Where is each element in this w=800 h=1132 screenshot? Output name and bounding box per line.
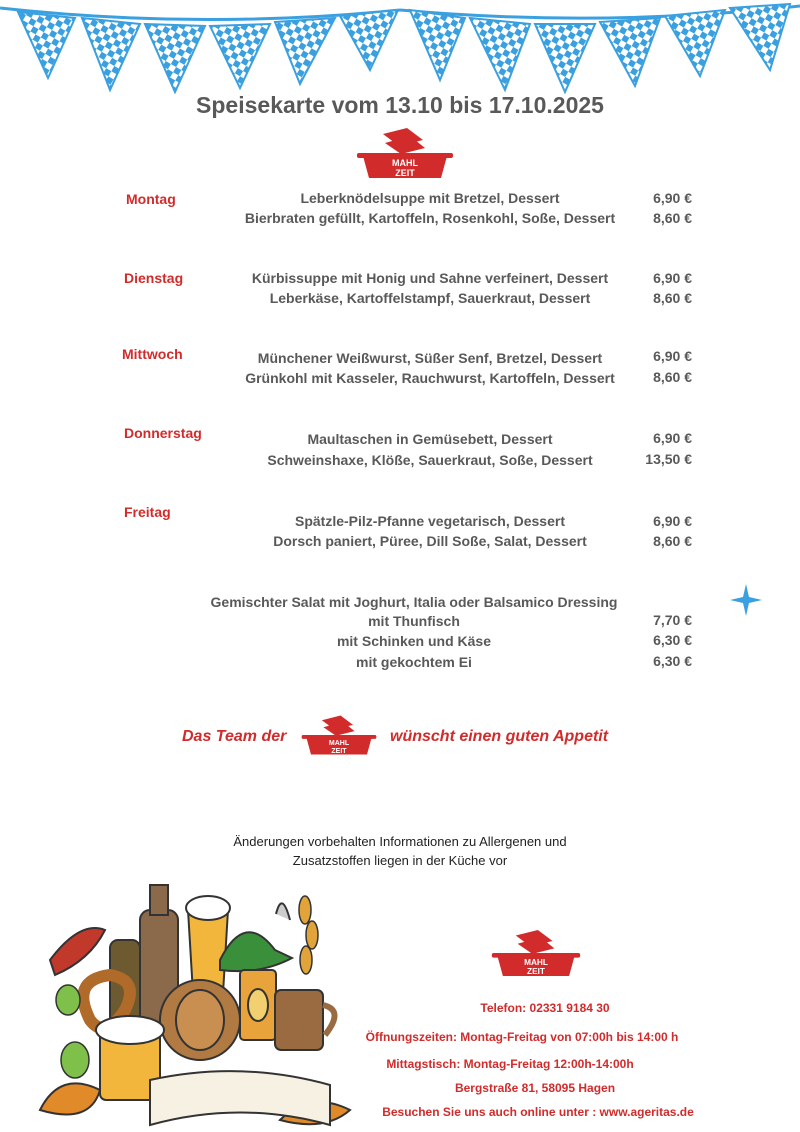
salad-price: 6,30 € — [653, 653, 692, 669]
flag — [665, 10, 725, 76]
salad-price: 7,70 € — [653, 612, 692, 628]
dish-text: Kürbissuppe mit Honig und Sahne verfeinert, Dessert — [251, 270, 609, 286]
svg-text:ZEIT: ZEIT — [395, 168, 415, 178]
salad-option: mit Thunfisch — [368, 613, 460, 629]
day-label-mittwoch: Mittwoch — [122, 346, 183, 362]
dish-text: Schweinshaxe, Klöße, Sauerkraut, Soße, Dessert — [267, 452, 593, 468]
dish-text: Dorsch paniert, Püree, Dill Soße, Salat, Dessert — [273, 533, 587, 549]
flag — [470, 18, 530, 90]
flag — [340, 10, 398, 70]
day-label-donnerstag: Donnerstag — [124, 425, 202, 441]
svg-text:MAHL: MAHL — [392, 158, 418, 168]
dish-price: 8,60 € — [653, 533, 692, 549]
dish-price: 8,60 € — [653, 210, 692, 226]
bunting-decoration — [0, 0, 800, 100]
mahlzeit-logo-small — [300, 714, 378, 756]
contact-address: Bergstraße 81, 58095 Hagen — [454, 1081, 616, 1095]
salad-option: mit gekochtem Ei — [356, 654, 472, 670]
contact-hours: Öffnungszeiten: Montag-Freitag von 07:00h bis 14:00 h — [365, 1030, 679, 1044]
svg-text:ZEIT: ZEIT — [331, 747, 347, 755]
dish-price: 6,90 € — [653, 430, 692, 446]
contact-lunch: Mittagstisch: Montag-Freitag 12:00h-14:00h — [386, 1057, 634, 1071]
dish-text: Maultaschen in Gemüsebett, Dessert — [307, 431, 553, 447]
appetit-text-after: wünscht einen guten Appetit — [390, 728, 609, 745]
contact-phone: Telefon: 02331 9184 30 — [480, 1001, 610, 1015]
flag — [600, 18, 660, 86]
salad-option: mit Schinken und Käse — [336, 633, 492, 649]
day-label-freitag: Freitag — [124, 504, 171, 520]
page-title: Speisekarte vom 13.10 bis 17.10.2025 — [196, 92, 604, 118]
contact-web: Besuchen Sie uns auch online unter : www.ageritas.de — [382, 1105, 694, 1119]
day-label-dienstag: Dienstag — [124, 270, 184, 286]
sparkle-icon — [730, 584, 762, 616]
allergen-note-line2: Zusatzstoffen liegen in der Küche vor — [292, 853, 508, 868]
dish-text: Bierbraten gefüllt, Kartoffeln, Rosenkohl, Soße, Dessert — [244, 210, 616, 226]
dish-text: Leberkäse, Kartoffelstampf, Sauerkraut, Dessert — [269, 290, 591, 306]
dish-price: 6,90 € — [653, 348, 692, 364]
salad-price: 6,30 € — [653, 632, 692, 648]
flag — [18, 12, 75, 78]
allergen-note-line1: Änderungen vorbehalten Informationen zu Allergenen und — [233, 834, 567, 849]
flag — [730, 4, 790, 70]
flag — [82, 18, 140, 90]
dish-text: Münchener Weißwurst, Süßer Senf, Bretzel, Dessert — [257, 350, 603, 366]
flag — [210, 24, 270, 88]
dish-price: 6,90 € — [653, 190, 692, 206]
dish-price: 6,90 € — [653, 270, 692, 286]
flag — [410, 10, 465, 80]
flag — [145, 24, 205, 92]
mahlzeit-logo-bottom — [490, 928, 582, 978]
dish-price: 8,60 € — [653, 290, 692, 306]
dish-text: Leberknödelsuppe mit Bretzel, Dessert — [300, 190, 560, 206]
salad-heading: Gemischter Salat mit Joghurt, Italia oder Balsamico Dressing — [210, 594, 618, 610]
appetit-text-before: Das Team der — [182, 728, 287, 745]
dish-text: Spätzle-Pilz-Pfanne vegetarisch, Dessert — [295, 513, 565, 529]
dish-price: 8,60 € — [653, 369, 692, 385]
flag — [535, 24, 595, 92]
flag — [275, 18, 335, 84]
svg-text:MAHL: MAHL — [328, 740, 350, 748]
day-label-montag: Montag — [126, 191, 176, 207]
svg-text:ZEIT: ZEIT — [527, 967, 545, 977]
dish-text: Grünkohl mit Kasseler, Rauchwurst, Kartoffeln, Dessert — [245, 370, 615, 386]
oktoberfest-illustration — [30, 880, 360, 1132]
dish-price: 6,90 € — [653, 513, 692, 529]
mahlzeit-logo — [355, 126, 455, 180]
svg-text:MAHL: MAHL — [524, 957, 548, 967]
dish-price: 13,50 € — [645, 451, 692, 467]
